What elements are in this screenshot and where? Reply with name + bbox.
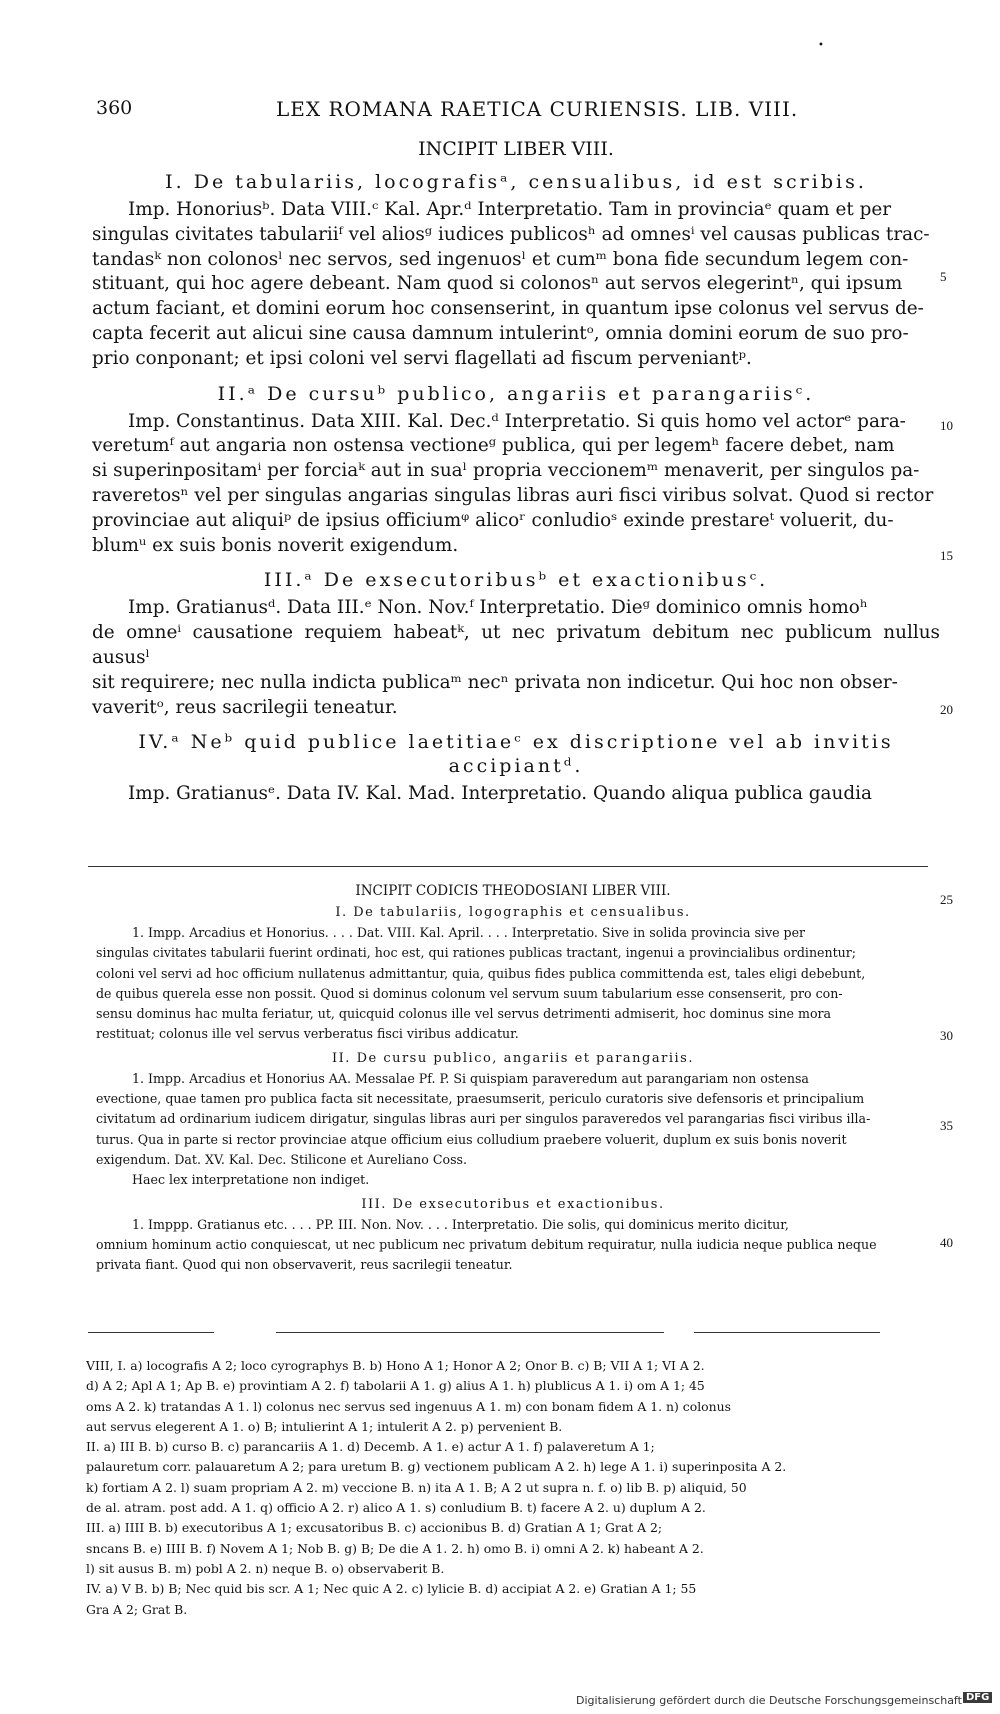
text-line: provinciae aut aliquiᵖ de ipsius officiumᵠ alicoʳ conludioˢ exinde prestareᵗ voluerit, du- xyxy=(92,509,894,531)
note-line: de al. atram. post add. A 1. q) officio A 2. r) alico A 1. s) conludium B. t) facere A 2. u) duplum A 2. xyxy=(86,1500,706,1516)
text-line: si superinpositamⁱ per forciaᵏ aut in suaˡ propria veccionemᵐ menaverit, per singulos pa- xyxy=(92,460,920,482)
line-number: 5 xyxy=(940,269,947,284)
text-line: tandasᵏ non colonosˡ nec servos, sed ingenuosˡ et cumᵐ bona fide secundum legem con- xyxy=(92,248,909,270)
text-line: sit requirere; nec nulla indicta publicaᵐ necⁿ privata non indicetur. Qui hoc non obser- xyxy=(92,671,898,693)
text-line: de omneⁱ causatione requiem habeatᵏ, ut nec privatum debitum nec publicum nullus aususˡ xyxy=(92,622,940,668)
codex-section-title: II. De cursu publico, angariis et parangariis. xyxy=(332,1050,694,1066)
line-number: 20 xyxy=(940,702,953,717)
note-line: oms A 2. k) tratandas A 1. l) colonus nec servus sed ingenuus A 1. m) con bonam fidem A 1. n) colonus xyxy=(86,1398,731,1414)
codex-section-title: III. De exsecutoribus et exactionibus. xyxy=(361,1196,665,1212)
separator-rule xyxy=(276,1332,664,1333)
text-line: Imp. Honoriusᵇ. Data VIII.ᶜ Kal. Apr.ᵈ Interpretatio. Tam in provinciaᵉ quam et per xyxy=(128,199,892,220)
text-line: raveretosⁿ vel per singulas angarias singulas libras auri fisci viribus solvat. Quod si rector xyxy=(92,484,934,506)
text-line: sensu dominus hac multa feriatur, ut, quicquid colonus ille vel servus detrimenti admiserit, hoc dominus sine mora xyxy=(96,1006,832,1022)
line-number: 40 xyxy=(940,1235,953,1250)
text-line: civitatum ad ordinarium iudicem dirigatur, singulas libras auri per singulos paraveredos vel parangarias fisci viribus illa- xyxy=(96,1111,871,1127)
line-number: 25 xyxy=(940,892,953,907)
text-line: restituat; colonus ille vel servus verberatus fisci viribus addicatur. xyxy=(96,1026,519,1042)
page-number: 360 xyxy=(96,97,133,119)
text-line: blumᵘ ex suis bonis noverit exigendum. xyxy=(92,534,459,556)
note-line: IV. a) V B. b) B; Nec quid bis scr. A 1; Nec quic A 2. c) lylicie B. d) accipiat A 2. e) Gratian A 1; 55 xyxy=(86,1581,697,1597)
text-line: 1. Impp. Arcadius et Honorius AA. Messalae Pf. P. Si quispiam paraveredum aut parangariam non ostensa xyxy=(132,1070,809,1086)
liber-title: INCIPIT LIBER VIII. xyxy=(418,138,614,160)
line-number: 30 xyxy=(940,1028,953,1043)
text-line: Imp. Gratianusᵉ. Data IV. Kal. Mad. Interpretatio. Quando aliqua publica gaudia xyxy=(128,783,872,805)
text-line: coloni vel servi ad hoc officium nullatenus admittantur, quia, quibus fides publica committenda est, tales eligi debebunt, xyxy=(96,965,866,981)
scan-mark: • xyxy=(818,40,824,51)
note-line: palauretum corr. palauaretum A 2; para uretum B. g) vectionem publicam A 2. h) lege A 1. i) superinposita A 2. xyxy=(86,1459,787,1475)
codex-theodosianus-text xyxy=(96,883,930,1275)
codex-paragraph xyxy=(96,923,930,1045)
text-line: capta fecerit aut alicui sine causa damnum intulerintᵒ, omnia domini eorum de suo pro- xyxy=(92,322,909,344)
text-line: Imp. Gratianusᵈ. Data III.ᵉ Non. Nov.ᶠ Interpretatio. Dieᵍ dominico omnis homoʰ xyxy=(128,597,868,619)
codex-paragraph xyxy=(96,1215,930,1276)
text-line: singulas civitates tabulariiᶠ vel aliosᵍ iudices publicosʰ ad omnesⁱ vel causas publicas trac- xyxy=(92,223,930,245)
separator-rule xyxy=(88,866,928,867)
page-header xyxy=(96,97,956,127)
text-line: singulas civitates tabularii fuerint ordinati, hoc est, qui rationes publicas tractant, ingenui a provincialibus ordinentur; xyxy=(96,945,857,961)
note-line: aut servus elegerent A 1. o) B; intulierint A 1; intulerit A 2. p) pervenient B. xyxy=(86,1418,563,1434)
note-line: sncans B. e) IIII B. f) Novem A 1; Nob B. g) B; De die A 1. 2. h) omo B. i) omni A 2. k) habeant A 2. xyxy=(86,1540,704,1556)
note-line: VIII, I. a) locografis A 2; loco cyrographys B. b) Hono A 1; Honor A 2; Onor B. c) B; VII A 1; VI A 2. xyxy=(86,1358,705,1373)
text-line: privata fiant. Quod qui non observaverit, reus sacrilegii teneatur. xyxy=(96,1257,513,1273)
note-line: Gra A 2; Grat B. xyxy=(86,1601,188,1617)
section-title: I. De tabulariis, locografisᵃ, censualibus, id est scribis. xyxy=(165,171,867,193)
separator-rule xyxy=(88,1332,214,1333)
text-line: prio conponant; et ipsi coloni vel servi flagellati ad fiscum perveniantᵖ. xyxy=(92,347,752,369)
section-paragraph xyxy=(92,410,940,559)
dfg-logo: DFG xyxy=(963,1692,992,1703)
line-number: 10 xyxy=(940,418,953,433)
separator-rule xyxy=(694,1332,880,1333)
codex-section-title: I. De tabulariis, logographis et censualibus. xyxy=(335,905,691,920)
text-line: de quibus querela esse non possit. Quod si dominus colonum vel servum suum tabularium esse consenserit, pro con- xyxy=(96,985,843,1001)
note-line: III. a) IIII B. b) executoribus A 1; excusatoribus B. c) accionibus B. d) Gratian A 1; Grat A 2; xyxy=(86,1520,663,1536)
text-line: veretumᶠ aut angaria non ostensa vectioneᵍ publica, qui per legemʰ facere debet, nam xyxy=(92,435,895,457)
text-line: stituant, qui hoc agere debeant. Nam quod si colonosⁿ aut servos elegerintⁿ, qui ipsum xyxy=(92,273,903,295)
text-line: vaveritᵒ, reus sacrilegii teneatur. xyxy=(92,696,398,718)
note-line: d) A 2; Apl A 1; Ap B. e) provintiam A 2. f) tabolarii A 1. g) alius A 1. h) plublicus A 1. i) om A 1; 45 xyxy=(86,1378,705,1394)
note-line: l) sit ausus B. m) pobl A 2. n) neque B. o) observaberit B. xyxy=(86,1560,445,1576)
text-line: exigendum. Dat. XV. Kal. Dec. Stilicone et Aureliano Coss. xyxy=(96,1151,468,1167)
text-line: turus. Qua in parte si rector provinciae atque officium eius colludium praebere voluerit, duplum ex suis bonis noverit xyxy=(96,1131,847,1147)
running-title: LEX ROMANA RAETICA CURIENSIS. LIB. VIII. xyxy=(276,97,799,121)
text-line: actum faciant, et domini eorum hoc consenserint, in quantum ipse colonus vel servus de- xyxy=(92,298,924,320)
section-paragraph xyxy=(92,782,940,807)
text-line: evectione, quae tamen pro publica facta sit necessitate, praesumserit, periculo curatoris sive defensoris et principalium xyxy=(96,1091,865,1107)
main-text xyxy=(92,138,940,807)
section-paragraph xyxy=(92,596,940,720)
digitization-credit: Digitalisierung gefördert durch die Deutsche Forschungsgemeinschaft xyxy=(576,1694,962,1707)
text-line: Haec lex interpretatione non indiget. xyxy=(132,1172,370,1188)
section-title: IV.ᵃ Neᵇ quid publice laetitiaeᶜ ex discriptione vel ab invitis accipiantᵈ. xyxy=(138,731,894,778)
codex-title: INCIPIT CODICIS THEODOSIANI LIBER VIII. xyxy=(355,883,671,899)
section-paragraph xyxy=(92,198,940,372)
text-line: omnium hominum actio conquiescat, ut nec publicum nec privatum debitum requiratur, nulla iudicia neque publica neque xyxy=(96,1236,877,1252)
text-line: 1. Impp. Arcadius et Honorius. . . . Dat. VIII. Kal. April. . . . Interpretatio. Sive in solida provincia sive per xyxy=(132,925,806,940)
text-line: Imp. Constantinus. Data XIII. Kal. Dec.ᵈ Interpretatio. Si quis homo vel actorᵉ para- xyxy=(128,410,906,432)
section-title: II.ᵃ De cursuᵇ publico, angariis et parangariisᶜ. xyxy=(217,382,815,405)
line-number: 35 xyxy=(940,1118,953,1133)
text-line: 1. Imppp. Gratianus etc. . . . PP. III. Non. Nov. . . . Interpretatio. Die solis, qui dominicus merito dicitur, xyxy=(132,1216,789,1232)
critical-apparatus xyxy=(86,1356,934,1620)
note-line: II. a) III B. b) curso B. c) parancariis A 1. d) Decemb. A 1. e) actur A 1. f) palaveretum A 1; xyxy=(86,1439,655,1455)
line-number: 15 xyxy=(940,548,953,563)
codex-paragraph xyxy=(96,1069,930,1191)
note-line: k) fortiam A 2. l) suam propriam A 2. m) veccione B. n) ita A 1. B; A 2 ut supra n. f. o) lib B. p) aliquid, 50 xyxy=(86,1479,747,1495)
section-title: III.ᵃ De exsecutoribusᵇ et exactionibusᶜ. xyxy=(263,569,769,592)
